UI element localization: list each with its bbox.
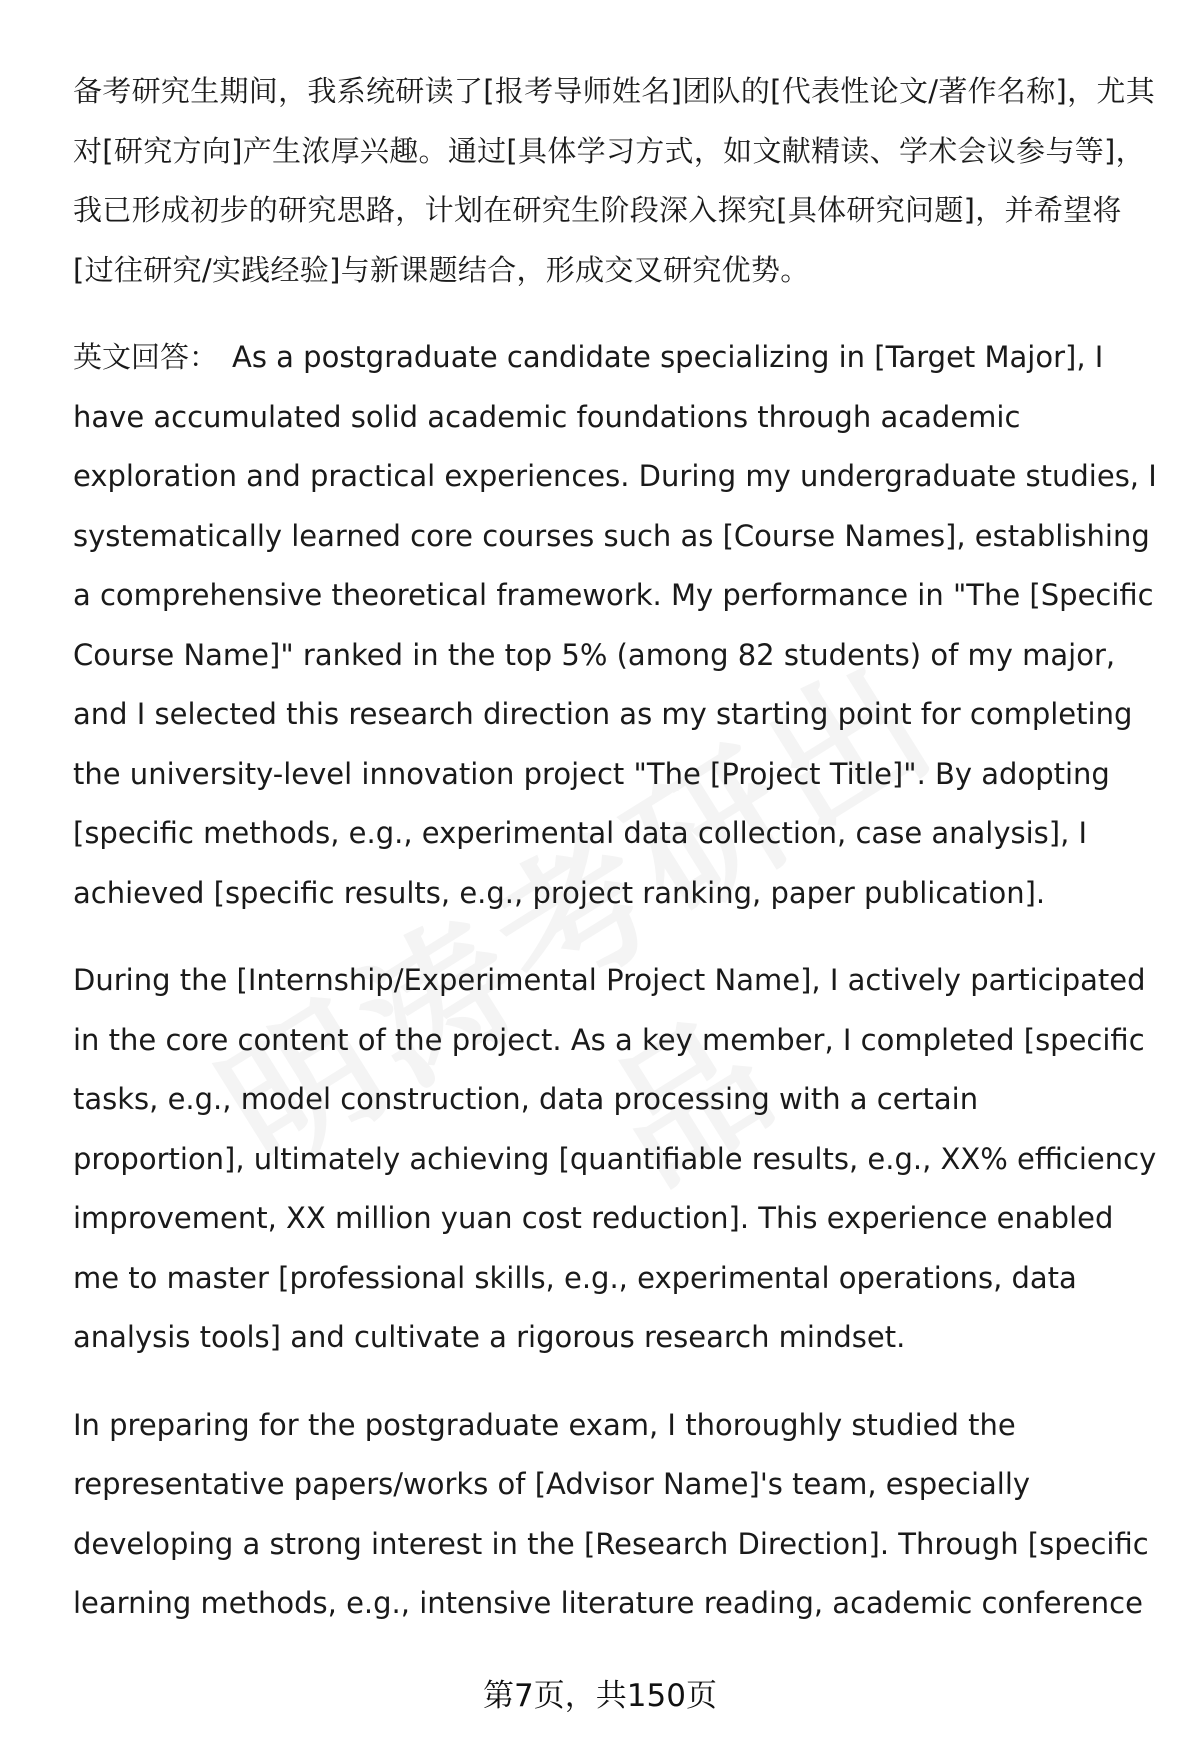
paragraph-text: 备考研究生期间，我系统研读了[报考导师姓名]团队的[代表性论文/著作名称]，尤其对[研究方向]产生浓厚兴趣。通过[具体学习方式，如文献精读、学术会议参与等]，我已形成初步的研究思路，计划在研究生阶段深入探究[具体研究问题]，并希望将[过往研究/实践经验]与新课题结合，形成交叉研究优势。 <box>73 74 1156 287</box>
paragraph-chinese-intro <box>73 62 1158 300</box>
page-number: 第7页，共150页 <box>483 1678 717 1714</box>
paragraph-internship <box>73 951 1158 1368</box>
paragraph-text: During the [Internship/Experimental Project Name], I actively participated in the core content of the project. As a key member, I completed [specific tasks, e.g., model construction, data processing with a certain proportion], ultimately achieving [quantifiable results, e.g., XX% efficiency improvement, XX million yuan cost reduction]. This experience enabled me to master [professional skills, e.g., experimental operations, data analysis tools] and cultivate a rigorous research mindset. <box>73 963 1157 1354</box>
document-body <box>73 62 1158 1662</box>
paragraph-english-answer <box>73 328 1158 923</box>
paragraph-exam-preparation <box>73 1396 1158 1634</box>
paragraph-text: In preparing for the postgraduate exam, I thoroughly studied the representative papers/works of [Advisor Name]'s team, especially developing a strong interest in the [Research Direction]. Through [specific learning methods, e.g., intensive literature reading, academic conference <box>73 1407 1149 1620</box>
answer-label: 英文回答： <box>73 340 219 374</box>
paragraph-text: As a postgraduate candidate specializing in [Target Major], I have accumulated solid academic foundations through academic exploration and practical experiences. During my undergraduate studies, I systematically learned core courses such as [Course Names], establishing a comprehensive theoretical framework. My performance in "The [Specific Course Name]" ranked in the top 5% (among 82 students) of my major, and I selected this research direction as my starting point for completing the university-level innovation project "The [Project Title]". By adopting [specific methods, e.g., experimental data collection, case analysis], I achieved [specific results, e.g., project ranking, paper publication]. <box>73 340 1157 910</box>
